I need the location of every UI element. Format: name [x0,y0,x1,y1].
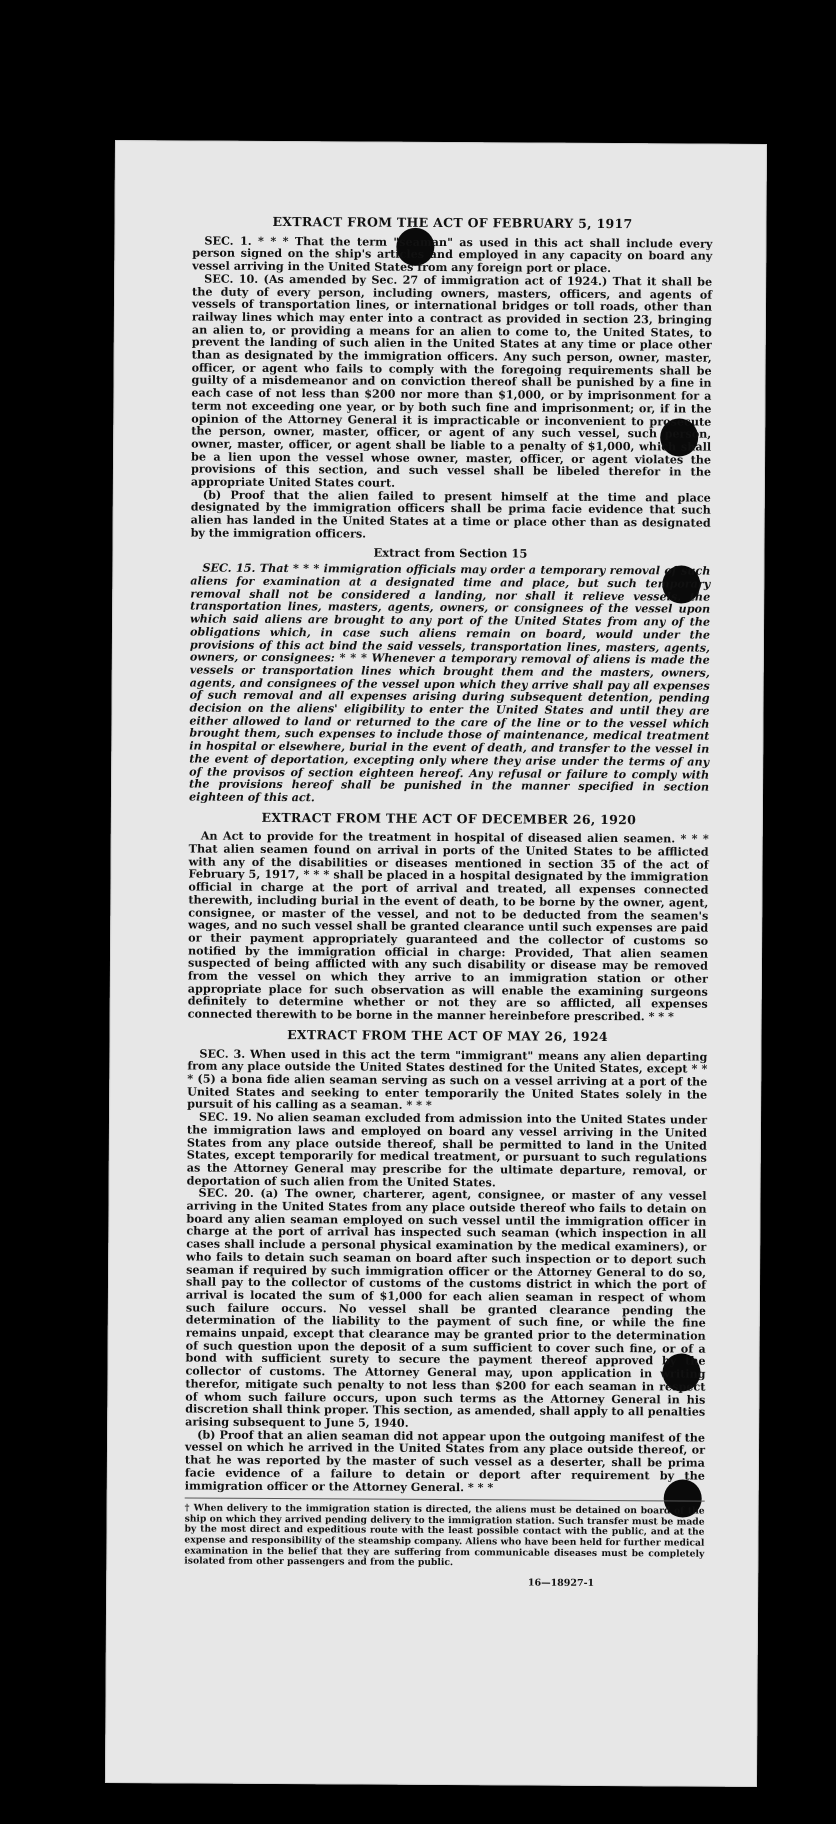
document-text [184,215,712,1591]
section-heading: EXTRACT FROM THE ACT OF MAY 26, 1924 [287,1026,609,1044]
form-number: 16—18927-1 [527,1577,595,1589]
paragraph: SEC. 3. When used in this act the term "immigrant" means any alien departing from any place outside the United States destined for the United States, except * * * (5) a bona fide alien seaman serving as such on a vessel arriving at a port of the United States and seeking to enter temporarily the United States solely in the pursuit of his calling as a seaman. * * * [187,1046,708,1113]
section-heading: EXTRACT FROM THE ACT OF DECEMBER 26, 1920 [261,809,637,827]
paragraph: SEC. 19. No alien seaman excluded from admission into the United States under the immigration laws and employed on board any vessel arriving in the United States from any place outside thereof, shall be permitted to land in the United States, except temporarily for medical treatment, or pursuant to such regulations as the Attorney General may prescribe for the ultimate departure, removal, or deportation of such alien from the United States. [186,1109,708,1189]
paragraph: (b) Proof that the alien failed to present himself at the time and place designated by the immigration officers shall be prima facie evidence that such alien has landed in the United States at a time or place other than as designated by the immigration officers. [190,487,711,541]
document-page [105,140,767,1787]
footnote: † When delivery to the immigration station is directed, the aliens must be detained on board of the ship on which they arrived pending delivery to the immigration station. Such transfer must be made by the most direct and expeditious route with the least possible contact with the public, and at the expense and responsibility of the steamship company. Aliens who have been held for further medical examination in the belief that they are suffering from communicable diseases must be completely isolated from other passengers and from the public. [184,1498,704,1571]
section-heading: EXTRACT FROM THE ACT OF FEBRUARY 5, 1917 [272,213,633,232]
paragraph: SEC. 20. (a) The owner, charterer, agent, consignee, or master of any vessel arriving in the United States from any place outside thereof who fails to detain on board any alien seaman employed on such vessel until the immigration officer in charge at the port of arrival has inspected such seaman (which inspection in all cases shall include a personal physical examination by the medical examiners), or who fails to detain such seaman on board after such inspection or to deport such seaman if required by such immigration officer or the Attorney General to do so, shall pay to the collector of customs of the customs district in which the port of arrival is located the sum of $1,000 for each alien seaman in respect of whom such failure occurs. No vessel shall be granted clearance pending the determination of the liability to the payment of such fine, or while the fine remains unpaid, except that clearance may be granted prior to the determination of such question upon the deposit of a sum sufficient to cover such fine, or of a bond with sufficient surety to secure the payment thereof approved by the collector of customs. The Attorney General may, upon application in writing therefor, mitigate such penalty to not less than $200 for each seaman in respect of whom such failure occurs, upon such terms as the Attorney General in his discretion shall think proper. This section, as amended, shall apply to all penalties arising subsequent to June 5, 1940. [185,1185,707,1430]
section-heading: Extract from Section 15 [373,545,528,561]
paragraph: SEC. 10. (As amended by Sec. 27 of immigration act of 1924.) That it shall be the duty of every person, including owners, masters, officers, and agents of vessels of transportation lines, or international bridges or toll roads, other than railway lines which may enter into a contract as provided in section 23, bringing an alien to, or providing a means for an alien to come to, the United States, to prevent the landing of such alien in the United States at any time or place other than as designated by the immigration officers. Any such person, owner, master, officer, or agent who fails to comply with the foregoing requirements shall be guilty of a misdemeanor and on conviction thereof shall be punished by a fine in each case of not less than $200 nor more than $1,000, or by imprisonment for a term not exceeding one year, or by both such fine and imprisonment; or, if in the opinion of the Attorney General it is impracticable or inconvenient to prosecute the person, owner, master, officer, or agent of any such vessel, such person, owner, master, officer, or agent shall be liable to a penalty of $1,000, which shall be a lien upon the vessel whose owner, master, officer, or agent violates the provisions of this section, and such vessel shall be libeled therefor in the appropriate United States court. [190,271,713,490]
paragraph: (b) Proof that an alien seaman did not appear upon the outgoing manifest of the vessel on which he arrived in the United States from any place outside thereof, or that he was reported by the master of such vessel as a deserter, shall be prima facie evidence of a failure to detain or deport after requirement by the immigration officer or the Attorney General. * * * [184,1427,706,1494]
paragraph: SEC. 15. That * * * immigration officials may order a temporary removal of such aliens for examination at a designated time and place, but such temporary removal shall not be considered a landing, nor shall it relieve vessels, the transportation lines, masters, agents, owners, or consignees of the vessel upon which said aliens are brought to any port of the United States from any of the obligations which, in case such aliens remain on board, would under the provisions of this act bind the said vessels, transportation lines, masters, agents, owners, or consignees: * * * Whenever a temporary removal of aliens is made the vessels or transportation lines which brought them and the masters, owners, agents, and consignees of the vessel upon which they arrive shall pay all expenses of such removal and all expenses arising during subsequent detention, pending decision on the aliens' eligibility to enter the United States and until they are either allowed to land or returned to the care of the line or to the vessel which brought them, such expenses to include those of maintenance, medical treatment in hospital or elsewhere, burial in the event of death, and transfer to the vessel in the event of deportation, excepting only where they arise under the terms of any of the provisos of section eighteen hereof. Any refusal or failure to comply with the provisions hereof shall be punished in the manner specified in section eighteen of this act. [188,560,711,805]
paragraph: SEC. 1. * * * That the term "seaman" as used in this act shall include every person signed on the ship's articles and employed in any capacity on board any vessel arriving in the United States from any foreign port or place. [192,233,713,276]
paragraph: An Act to provide for the treatment in hospital of diseased alien seamen. * * * That alien seamen found on arrival in ports of the United States to be afflicted with any of the disabilities or diseases mentioned in section 35 of the act of February 5, 1917, * * * shall be placed in a hospital designated by the immigration official in charge at the port of arrival and treated, all expenses connected therewith, including burial in the event of death, to be borne by the owner, agent, consignee, or master of the vessel, and not to be deducted from the seamen's wages, and no such vessel shall be granted clearance until such expenses are paid or their payment appropriately guaranteed and the collector of customs so notified by the immigration official in charge: Provided, That alien seamen suspected of being afflicted with any such disability or disease may be removed from the vessel on which they arrive to an immigration station or other appropriate place for such observation as will enable the examining surgeons definitely to determine whether or not they are so afflicted, all expenses connected therewith to be borne in the manner hereinbefore prescribed. * * * [187,828,709,1024]
